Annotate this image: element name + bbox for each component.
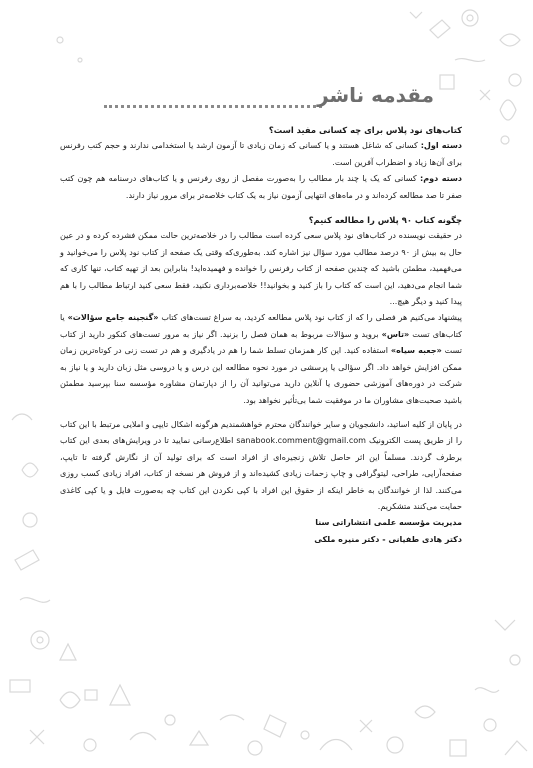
publisher-intro-header [104,83,434,113]
group1-text: کسانی که شاغل هستند و یا کسانی که زمان زیادی تا آزمون ارشد یا استخدامی ندارند و حجم کتب رفرنس برای آن‌ها زیاد و اضطراب آفرین است. [60,141,462,167]
text-segment: اطلاع‌رسانی نمایید تا در ویرایش‌های بعدی این کتاب برطرف گردند. مسلماً این اثر حاصل تلاش زنجیره‌ای از افراد است که برای تولید آن از نگارش گرفته تا تایپ، صفحه‌آرایی، طراحی، لیتوگرافی و چاپ زحمات زیادی کشیده‌اند و از فروش هر نسخه از کتاب، افراد زیادی کسب روزی می‌کنند. لذا از خوانندگان به خاطر اینکه از حقوق این افراد با کپی نکردن این کتاب چه به‌صورت فایل و یا کپی کاغذی حمایت می‌کنند متشکریم. [60,436,462,511]
how-paragraph-1: در حقیقت نویسنده در کتاب‌های نود پلاس سعی کرده است مطالب را در خلاصه‌ترین حالت ممکن فشرده کرده و در عین حال به بیش از ۹۰ درصد مطالب مورد سؤال نیز اشاره کند. به‌طوری‌که وقتی یک صفحه از کتاب نود پلاس را می‌خوانید و می‌فهمید، مطمئن باشید که چندین صفحه از کتاب رفرنس را خوانده و فهمیده‌اید! بنابراین بعد از تهیه کتاب، تنها کاری که شما انجام می‌دهید، این است که کتاب را باز کنید و بخوانید!! خلاصه‌برداری نکنید، فقط سعی کنید ارتباط مطالب را با هم پیدا کنید و دیگر هیچ... [60,231,462,307]
closing-paragraph [60,417,462,515]
contact-email: sanabook.comment@gmail.com [236,436,367,446]
group1-label: دسته اول: [420,141,462,151]
question-heading-how: چگونه کتاب ۹۰ پلاس را مطالعه کنیم؟ [308,215,462,226]
book-title-ganjineh: «گنجینه جامع سؤالات» [67,313,159,323]
header-dotted-rule [104,105,322,108]
page-title: مقدمه ناشر [317,83,434,107]
text-segment: در پایان از کلیه اساتید، دانشجویان و سایر خوانندگان محترم خواهشمندیم هرگونه اشکال تایپی و املایی مرتبط با این کتاب را از طریق پست الکترونیک [60,419,463,446]
group2-text: کسانی که یک یا چند بار مطالب را به‌صورت مفصل از روی رفرنس و یا کتاب‌های درسنامه هم چون کتب صفر تا صد مطالعه کرده‌اند و در ماه‌های انتهایی آزمون نیاز به یک کتاب خلاصه‌تر برای مرور نیاز دارند. [60,174,462,200]
signature-organization: مدیریت مؤسسه علمی انتشاراتی سنا [315,518,462,528]
text-segment: پیشنهاد می‌کنیم هر فصلی را که از کتاب نود پلاس مطالعه کردید، به سراغ تست‌های کتاب [158,313,463,323]
intro-body [60,122,462,548]
how-paragraph-2 [60,310,462,408]
question-heading-who: کتاب‌های نود پلاس برای چه کسانی مفید است؟ [268,125,462,135]
signature-names: دکتر هادی طفیانی - دکتر منیره ملکی [314,534,462,544]
text-segment: استفاده کنید. این کار همزمان تسلط شما را هم در یادگیری و هم در تست زنی در کوتاه‌ترین زمان ممکن افزایش خواهد داد. اگر سؤالی یا پرسشی در مورد نحوه مطالعه این درس و یا دروسی مثل زبان دارید و یا نیاز به شرکت در دوره‌های آموزشی حضوری یا آنلاین دارید می‌توانید آن را از دپارتمان مشاوره مؤسسه سنا بپرسید مطمئن باشید صحبت‌های مشاوران ما در موفقیت شما بی‌تأثیر نخواهد بود. [60,346,462,405]
text-segment: بروید و سؤالات مربوط به همان فصل را بزنید. اگر نیاز به مرور تست‌های کنکور دارید از کتاب تست [60,329,462,356]
book-title-jabe-siah: «جعبه سیاه» [390,346,442,356]
group2-label: دسته دوم: [420,174,462,184]
group1-paragraph [60,138,462,171]
text-segment: یا کتاب‌های تست [60,313,462,339]
book-title-tas: «تاس» [381,329,410,339]
group2-paragraph [60,171,462,204]
